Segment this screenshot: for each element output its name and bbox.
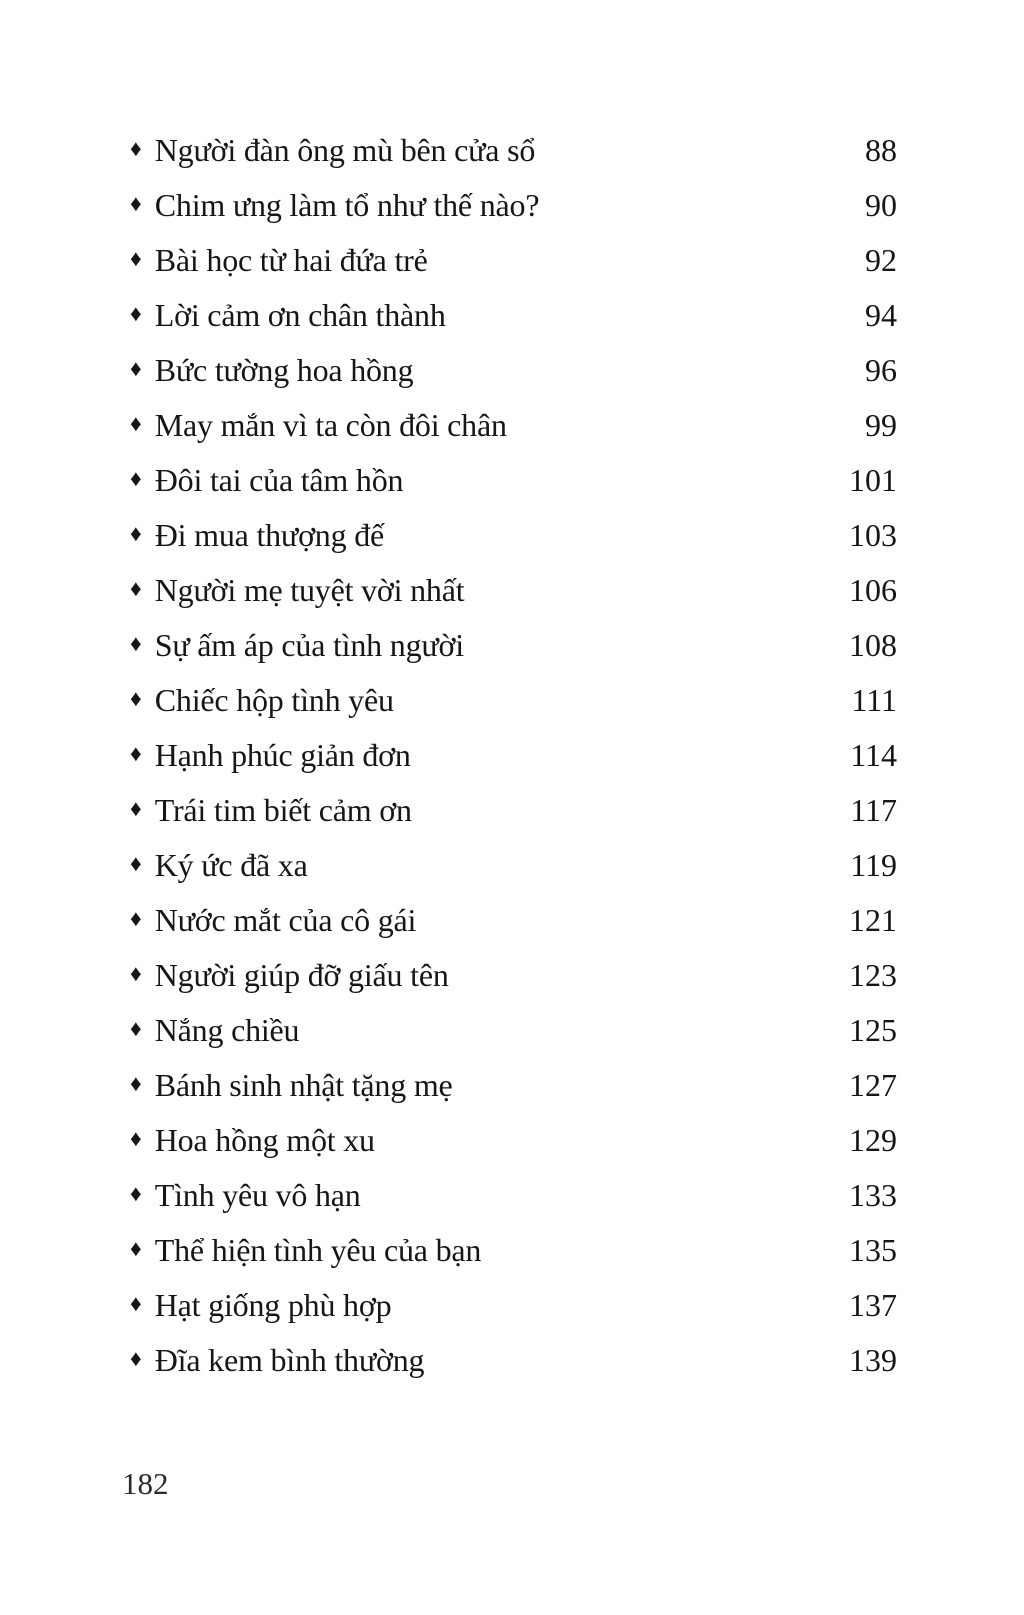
diamond-bullet-icon: ♦ <box>130 411 142 436</box>
toc-entry-title: Ký ức đã xa <box>154 846 308 883</box>
diamond-bullet-icon: ♦ <box>130 796 142 821</box>
toc-entry-title-group <box>130 571 465 608</box>
diamond-bullet-icon: ♦ <box>130 631 142 656</box>
toc-entry-page-number: 137 <box>849 1286 897 1323</box>
toc-entry-title: Đĩa kem bình thường <box>154 1341 425 1378</box>
toc-entry-page-number: 103 <box>849 516 897 553</box>
toc-entry <box>130 782 897 837</box>
diamond-bullet-icon: ♦ <box>130 1346 142 1371</box>
toc-entry-page-number: 88 <box>865 131 897 168</box>
toc-entry-title: Đôi tai của tâm hồn <box>154 461 404 498</box>
toc-entry-page-number: 92 <box>865 241 897 278</box>
table-of-contents <box>130 122 897 1387</box>
diamond-bullet-icon: ♦ <box>130 356 142 381</box>
toc-entry-title-group <box>130 956 449 993</box>
toc-entry-title-group <box>130 461 404 498</box>
diamond-bullet-icon: ♦ <box>130 301 142 326</box>
toc-entry-title: Chim ưng làm tổ như thế nào? <box>154 186 540 223</box>
diamond-bullet-icon: ♦ <box>130 851 142 876</box>
diamond-bullet-icon: ♦ <box>130 1181 142 1206</box>
toc-entry-page-number: 119 <box>850 846 897 883</box>
toc-entry <box>130 1167 897 1222</box>
toc-entry-title: Bánh sinh nhật tặng mẹ <box>154 1066 453 1103</box>
diamond-bullet-icon: ♦ <box>130 741 142 766</box>
toc-entry <box>130 342 897 397</box>
toc-entry <box>130 727 897 782</box>
toc-entry-title-group <box>130 351 414 388</box>
toc-entry-title-group <box>130 406 507 443</box>
toc-entry <box>130 947 897 1002</box>
toc-entry-page-number: 99 <box>865 406 897 443</box>
toc-entry-title: Người mẹ tuyệt vời nhất <box>154 571 465 608</box>
toc-entry-title: Đi mua thượng đế <box>154 516 385 553</box>
diamond-bullet-icon: ♦ <box>130 1236 142 1261</box>
toc-entry <box>130 562 897 617</box>
toc-entry-title-group <box>130 626 464 663</box>
toc-entry-title-group <box>130 846 308 883</box>
diamond-bullet-icon: ♦ <box>130 1016 142 1041</box>
toc-entry-title-group <box>130 1121 375 1158</box>
toc-entry <box>130 507 897 562</box>
toc-entry-page-number: 121 <box>849 901 897 938</box>
toc-entry-title: Lời cảm ơn chân thành <box>154 296 446 333</box>
diamond-bullet-icon: ♦ <box>130 191 142 216</box>
toc-entry-page-number: 111 <box>851 681 897 718</box>
diamond-bullet-icon: ♦ <box>130 521 142 546</box>
toc-entry-title-group <box>130 1341 425 1378</box>
diamond-bullet-icon: ♦ <box>130 1291 142 1316</box>
diamond-bullet-icon: ♦ <box>130 906 142 931</box>
toc-entry-page-number: 135 <box>849 1231 897 1268</box>
toc-entry-title: Hạt giống phù hợp <box>154 1286 392 1323</box>
toc-entry-page-number: 127 <box>849 1066 897 1103</box>
toc-entry <box>130 232 897 287</box>
toc-entry-title: Tình yêu vô hạn <box>154 1176 361 1213</box>
diamond-bullet-icon: ♦ <box>130 246 142 271</box>
diamond-bullet-icon: ♦ <box>130 961 142 986</box>
diamond-bullet-icon: ♦ <box>130 686 142 711</box>
toc-entry-title: Bài học từ hai đứa trẻ <box>154 241 428 278</box>
toc-entry <box>130 892 897 947</box>
toc-entry-title-group <box>130 296 446 333</box>
toc-entry-title-group <box>130 681 394 718</box>
toc-entry-title-group <box>130 516 385 553</box>
toc-entry-title-group <box>130 1176 361 1213</box>
toc-entry-title: Hạnh phúc giản đơn <box>154 736 411 773</box>
toc-entry-page-number: 117 <box>850 791 897 828</box>
toc-entry-title-group <box>130 736 411 773</box>
toc-entry-title: May mắn vì ta còn đôi chân <box>154 406 507 443</box>
toc-entry-page-number: 106 <box>849 571 897 608</box>
toc-entry-title-group <box>130 1066 453 1103</box>
toc-entry-page-number: 129 <box>849 1121 897 1158</box>
toc-entry-page-number: 96 <box>865 351 897 388</box>
toc-entry-title-group <box>130 1286 392 1323</box>
toc-entry-title: Chiếc hộp tình yêu <box>154 681 394 718</box>
toc-entry <box>130 1112 897 1167</box>
toc-entry-title: Hoa hồng một xu <box>154 1121 375 1158</box>
toc-entry-title-group <box>130 1231 482 1268</box>
toc-entry <box>130 452 897 507</box>
toc-entry-page-number: 114 <box>850 736 897 773</box>
toc-entry <box>130 122 897 177</box>
toc-entry <box>130 617 897 672</box>
toc-entry-title: Trái tim biết cảm ơn <box>154 791 412 828</box>
toc-entry-page-number: 123 <box>849 956 897 993</box>
diamond-bullet-icon: ♦ <box>130 1071 142 1096</box>
toc-entry-title-group <box>130 901 417 938</box>
diamond-bullet-icon: ♦ <box>130 1126 142 1151</box>
toc-entry-page-number: 125 <box>849 1011 897 1048</box>
toc-entry-page-number: 101 <box>849 461 897 498</box>
toc-entry-title-group <box>130 186 540 223</box>
toc-entry <box>130 1277 897 1332</box>
footer-page-number: 182 <box>122 1466 169 1501</box>
diamond-bullet-icon: ♦ <box>130 466 142 491</box>
toc-entry <box>130 177 897 232</box>
toc-entry-page-number: 133 <box>849 1176 897 1213</box>
toc-entry-page-number: 108 <box>849 626 897 663</box>
toc-entry-title: Thể hiện tình yêu của bạn <box>154 1231 482 1268</box>
toc-entry-title-group <box>130 791 412 828</box>
toc-entry-title: Sự ấm áp của tình người <box>154 626 464 663</box>
toc-entry <box>130 1332 897 1387</box>
toc-entry <box>130 672 897 727</box>
toc-entry <box>130 287 897 342</box>
toc-entry-title-group <box>130 1011 300 1048</box>
toc-entry-title: Người giúp đỡ giấu tên <box>154 956 449 993</box>
toc-entry-title: Nước mắt của cô gái <box>154 901 417 938</box>
toc-entry-title-group <box>130 131 536 168</box>
toc-entry <box>130 397 897 452</box>
toc-entry-title: Người đàn ông mù bên cửa sổ <box>154 131 536 168</box>
toc-entry-page-number: 94 <box>865 296 897 333</box>
toc-entry-page-number: 90 <box>865 186 897 223</box>
toc-entry-title: Bức tường hoa hồng <box>154 351 414 388</box>
toc-entry <box>130 837 897 892</box>
toc-entry-title: Nắng chiều <box>154 1011 300 1048</box>
toc-entry-title-group <box>130 241 428 278</box>
diamond-bullet-icon: ♦ <box>130 576 142 601</box>
toc-entry-page-number: 139 <box>849 1341 897 1378</box>
diamond-bullet-icon: ♦ <box>130 136 142 161</box>
toc-entry <box>130 1222 897 1277</box>
toc-entry <box>130 1057 897 1112</box>
toc-entry <box>130 1002 897 1057</box>
